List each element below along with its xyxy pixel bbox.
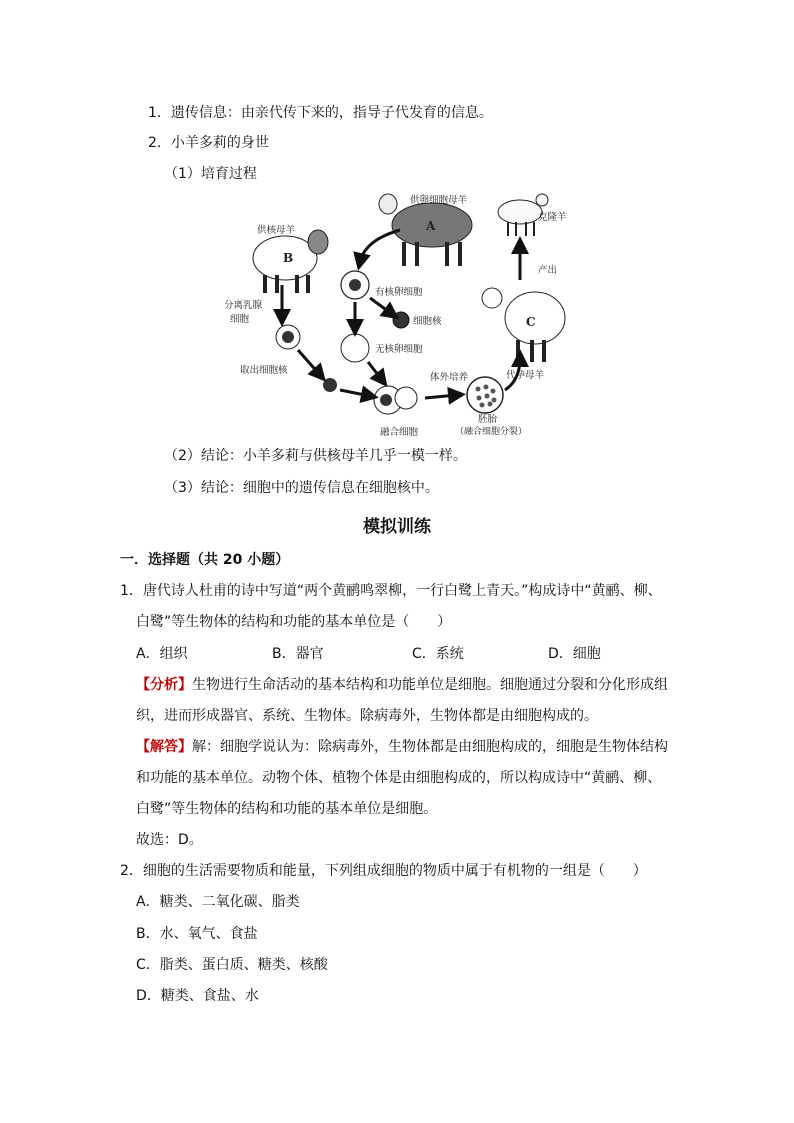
anucleate-egg-icon [341,334,369,362]
section-title: 模拟训练 [363,517,431,537]
q2-option-d: D．糖类、食盐、水 [136,988,259,1004]
q1-answer-line-2: 和功能的基本单位。动物个体、植物个体是由细胞构成的，所以构成诗中“黄鹂、柳、 [136,770,662,786]
q2-stem: 2．细胞的生活需要物质和能量，下列组成细胞的物质中属于有机物的一组是（ ） [120,863,647,879]
label-anucleate-egg: 无核卵细胞 [375,344,423,355]
q1-option-d: D．细胞 [548,646,601,662]
label-fused-cell: 融合细胞 [380,427,419,438]
label-a: A [426,219,436,233]
q1-choice: 故选：D。 [136,832,203,848]
label-nucleus: 细胞核 [413,316,442,327]
intro-item-1: 1．遗传信息：由亲代传下来的，指导子代发育的信息。 [148,105,493,121]
label-separate-mammary-2: 细胞 [230,314,250,325]
q1-option-b: B．器官 [272,646,324,662]
q1-answer-line-3: 白鹭”等生物体的结构和功能的基本单位是细胞。 [136,801,438,817]
mammary-nucleus-icon [282,331,294,343]
egg-nucleus-icon [349,279,361,291]
analysis-text-1: 生物进行生命活动的基本结构和功能单位是细胞。细胞通过分裂和分化形成组 [192,677,668,693]
removed-nucleus-icon [393,312,409,328]
extracted-nucleus-icon [323,378,337,392]
fused-egg-icon [395,387,417,409]
label-produce: 产出 [538,265,558,276]
intro-sub-2: （2）结论：小羊多莉与供核母羊几乎一模一样。 [164,448,467,464]
label-surrogate-sheep: 代孕母羊 [506,370,545,381]
q1-option-a: A．组织 [136,646,188,662]
answer-text-1: 解：细胞学说认为：除病毒外，生物体都是由细胞构成的，细胞是生物体结构 [192,739,668,755]
label-c: C [526,315,536,329]
label-in-vitro-culture: 体外培养 [430,372,469,383]
intro-item-2: 2．小羊多莉的身世 [148,135,269,151]
q1-option-c: C．系统 [412,646,464,662]
intro-sub-3: （3）结论：细胞中的遗传信息在细胞核中。 [164,480,439,496]
label-donor-nucleus-sheep: 供核母羊 [257,225,296,236]
cloning-process-diagram [220,190,567,440]
analysis-tag: 【分析】 [136,677,192,693]
q1-analysis-line-1 [136,675,668,695]
label-clone-sheep: 克隆羊 [538,212,567,223]
answer-tag: 【解答】 [136,739,192,755]
q1-answer-line-1 [136,737,668,757]
label-separate-mammary-1: 分离乳腺 [224,300,263,311]
label-b: B [283,251,294,265]
sheep-c-icon [482,288,565,362]
label-embryo: 胚胎 [478,414,498,425]
q2-option-b: B．水、氧气、食盐 [136,926,258,942]
intro-sub-1: （1）培育过程 [164,166,257,182]
q1-stem-line-1: 1．唐代诗人杜甫的诗中写道“两个黄鹂鸣翠柳，一行白鹭上青天。”构成诗中“黄鹂、柳、 [120,583,662,599]
label-extract-nucleus: 取出细胞核 [240,365,288,376]
q2-option-c: C．脂类、蛋白质、糖类、核酸 [136,957,328,973]
part-heading: 一．选择题（共 20 小题） [120,552,290,568]
label-embryo-note: （融合细胞分裂） [455,427,528,437]
q1-stem-line-2: 白鹭”等生物体的结构和功能的基本单位是（ ） [136,614,452,630]
q2-option-a: A．糖类、二氧化碳、脂类 [136,894,300,910]
label-donor-egg-sheep: 供卵细胞母羊 [410,195,468,206]
fused-nucleus-icon [380,394,392,406]
q1-analysis-line-2: 织，进而形成器官、系统、生物体。除病毒外，生物体都是由细胞构成的。 [136,708,598,724]
label-nucleated-egg: 有核卵细胞 [375,287,423,298]
